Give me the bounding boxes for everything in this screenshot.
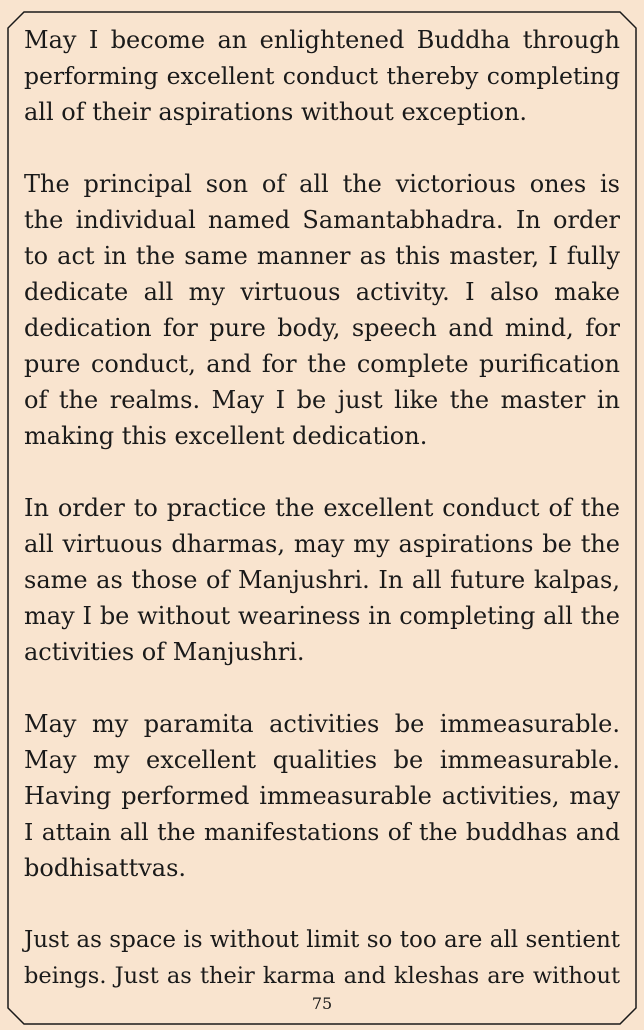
text-line: the individual named Samantabhadra. In order bbox=[24, 206, 620, 234]
paragraph-1 bbox=[24, 22, 620, 130]
text-line: pure conduct, and for the complete purification bbox=[24, 350, 620, 378]
text-line: I attain all the manifestations of the buddhas and bbox=[24, 818, 620, 846]
paragraph-2 bbox=[24, 166, 620, 454]
text-line: Having performed immeasurable activities, may bbox=[24, 782, 620, 810]
text-line: of the realms. May I be just like the master in bbox=[24, 386, 620, 414]
text-line: May I become an enlightened Buddha through bbox=[24, 26, 620, 54]
text-line: dedicate all my virtuous activity. I also make bbox=[24, 278, 620, 306]
text-line: In order to practice the excellent conduct of the bbox=[24, 494, 620, 522]
paragraph-5 bbox=[24, 922, 620, 994]
text-line: to act in the same manner as this master, I fully bbox=[24, 242, 620, 270]
page-number: 75 bbox=[311, 994, 333, 1013]
text-line: Just as space is without limit so too are all sentient bbox=[24, 927, 620, 953]
text-line: bodhisattvas. bbox=[24, 854, 187, 882]
text-line: may I be without weariness in completing all the bbox=[24, 602, 620, 630]
text-line: activities of Manjushri. bbox=[24, 638, 305, 666]
text-line: making this excellent dedication. bbox=[24, 422, 428, 450]
page-body-text bbox=[24, 22, 620, 1030]
text-line: all of their aspirations without exception. bbox=[24, 98, 528, 126]
text-line: performing excellent conduct thereby completing bbox=[24, 62, 620, 90]
text-line: The principal son of all the victorious ones is bbox=[24, 170, 620, 198]
paragraph-4 bbox=[24, 706, 620, 886]
text-line: beings. Just as their karma and kleshas are without bbox=[24, 963, 620, 989]
text-line: May my excellent qualities be immeasurable. bbox=[24, 746, 620, 774]
text-line: dedication for pure body, speech and mind, for bbox=[24, 314, 620, 342]
text-line: May my paramita activities be immeasurable. bbox=[24, 710, 620, 738]
paragraph-3 bbox=[24, 490, 620, 670]
text-line: same as those of Manjushri. In all future kalpas, bbox=[24, 566, 620, 594]
text-line: all virtuous dharmas, may my aspirations be the bbox=[24, 530, 620, 558]
